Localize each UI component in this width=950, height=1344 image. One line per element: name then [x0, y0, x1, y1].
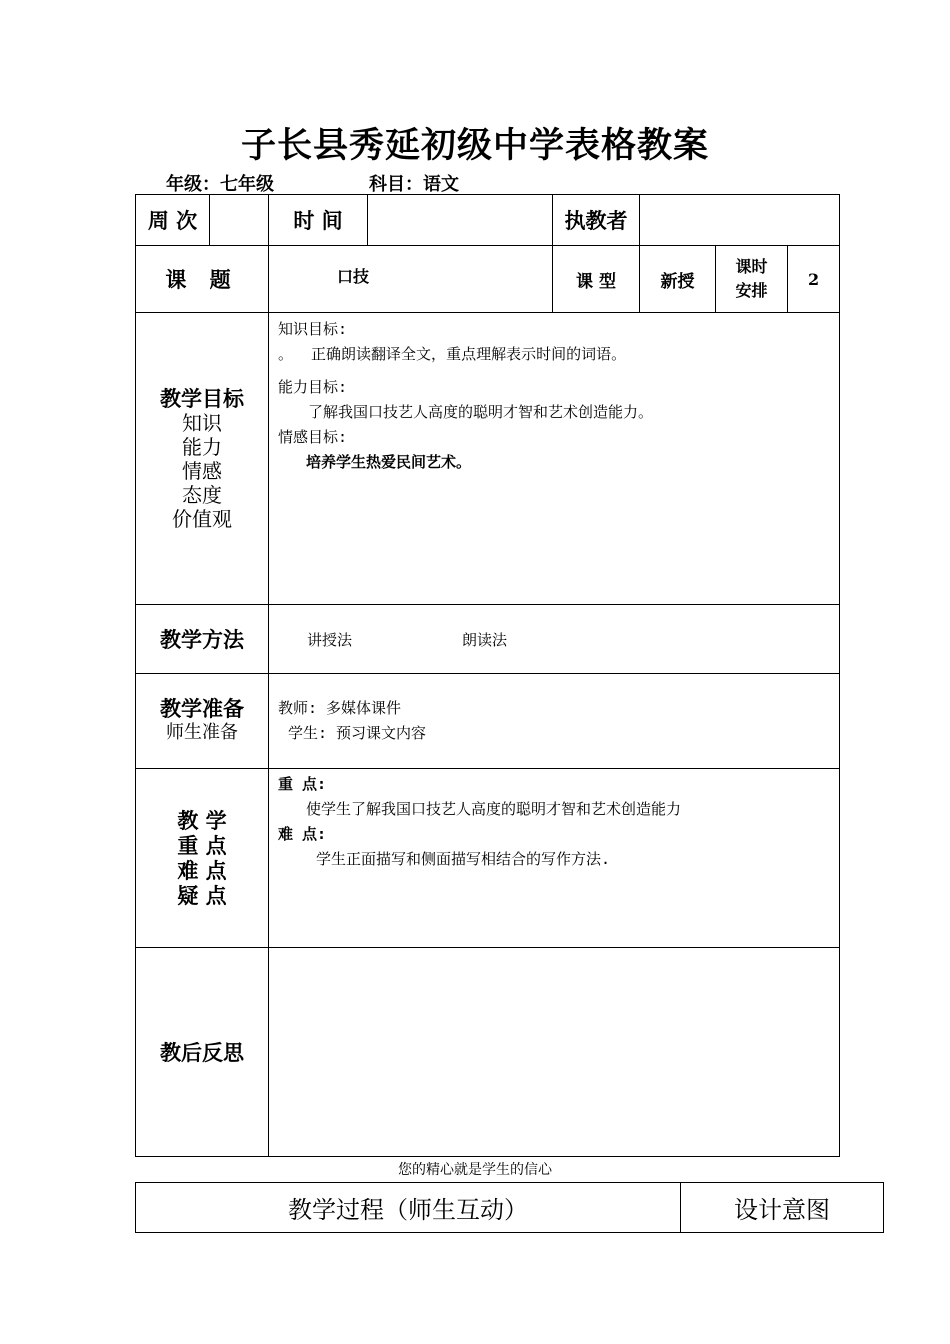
row-preparation [136, 674, 840, 769]
type-value-cell[interactable] [640, 246, 716, 313]
topic-label: 课 题 [165, 267, 239, 292]
intent-label: 设计意图 [734, 1196, 830, 1224]
topic-label-cell [136, 246, 269, 313]
process-header-table [135, 1182, 884, 1233]
process-header-row [136, 1183, 884, 1233]
emotion-text: 培养学生热爱民间艺术。 [306, 453, 472, 471]
key-points-label-1: 教 学 [177, 808, 227, 833]
type-label: 课 型 [576, 271, 616, 292]
row-methods [136, 605, 840, 674]
key-points-content-cell[interactable] [269, 769, 840, 948]
hours-value-cell[interactable] [788, 246, 840, 313]
preparation-sublabel: 师生准备 [166, 722, 238, 743]
intent-label-cell [681, 1183, 884, 1233]
reflection-label-cell [136, 948, 269, 1157]
row-reflection [136, 948, 840, 1157]
difficult-heading: 难 点: [278, 825, 327, 843]
row-objectives [136, 313, 840, 605]
difficult-text: 学生正面描写和侧面描写相结合的写作方法. [316, 850, 611, 868]
week-label-cell [136, 195, 210, 246]
time-label: 时 间 [293, 208, 343, 233]
objectives-label: 教学目标 [160, 385, 244, 411]
knowledge-heading: 知识目标: [278, 320, 348, 338]
preparation-label-cell [136, 674, 269, 769]
page-title: 子长县秀延初级中学表格教案 [240, 125, 709, 166]
objectives-sublabel-1: 知识 [182, 410, 222, 435]
methods-label-cell [136, 605, 269, 674]
key-heading: 重 点: [278, 775, 327, 793]
time-value-cell[interactable] [368, 195, 553, 246]
week-label: 周 次 [147, 208, 198, 233]
row-key-points [136, 769, 840, 948]
key-points-label-3: 难 点 [177, 858, 227, 883]
preparation-label: 教学准备 [160, 696, 244, 721]
reflection-content-cell[interactable] [269, 948, 840, 1157]
ability-text: 了解我国口技艺人高度的聪明才智和艺术创造能力。 [308, 403, 654, 421]
row-topic [136, 246, 840, 313]
type-value: 新授 [660, 271, 695, 292]
reflection-label: 教后反思 [160, 1040, 244, 1065]
process-label: 教学过程（师生互动） [288, 1196, 528, 1224]
week-value-cell[interactable] [210, 195, 269, 246]
time-label-cell [269, 195, 368, 246]
methods-content-cell[interactable] [269, 605, 840, 674]
objectives-label-cell [136, 313, 269, 605]
method-1: 讲授法 [307, 630, 353, 649]
hours-label-cell [716, 246, 788, 313]
method-2: 朗读法 [462, 630, 508, 649]
hours-label-line-1: 课时 [735, 257, 768, 276]
teacher-label: 执教者 [564, 208, 628, 233]
topic-value-cell[interactable] [269, 246, 553, 313]
teacher-label-cell [553, 195, 640, 246]
hours-label-line-2: 安排 [735, 281, 768, 300]
objectives-sublabel-2: 能力 [182, 434, 222, 459]
preparation-content-cell[interactable] [269, 674, 840, 769]
key-points-label-cell [136, 769, 269, 948]
key-points-label-4: 疑 点 [177, 883, 227, 908]
footer-note: 您的精心就是学生的信心 [398, 1162, 552, 1178]
grade-label: 年级：七年级 [166, 174, 274, 195]
topic-value: 口技 [337, 267, 370, 286]
knowledge-text: 。 正确朗读翻译全文，重点理解表示时间的词语。 [278, 345, 627, 363]
process-label-cell [136, 1183, 681, 1233]
objectives-content-cell[interactable] [269, 313, 840, 605]
key-points-label-2: 重 点 [177, 833, 227, 858]
objectives-sublabel-5: 价值观 [172, 506, 232, 531]
hours-value: 2 [807, 269, 820, 289]
preparation-teacher: 教师: 多媒体课件 [278, 699, 402, 717]
emotion-heading: 情感目标: [278, 428, 348, 446]
subject-label: 科目：语文 [369, 174, 459, 195]
preparation-student: 学生: 预习课文内容 [288, 724, 427, 742]
type-label-cell [553, 246, 640, 313]
methods-label: 教学方法 [160, 627, 244, 652]
lesson-plan-table [135, 194, 840, 1157]
row-week-time-teacher [136, 195, 840, 246]
objectives-sublabel-4: 态度 [182, 482, 222, 507]
teacher-value-cell[interactable] [640, 195, 840, 246]
ability-heading: 能力目标: [278, 378, 348, 396]
key-text: 使学生了解我国口技艺人高度的聪明才智和艺术创造能力 [306, 800, 682, 818]
objectives-sublabel-3: 情感 [182, 458, 222, 483]
